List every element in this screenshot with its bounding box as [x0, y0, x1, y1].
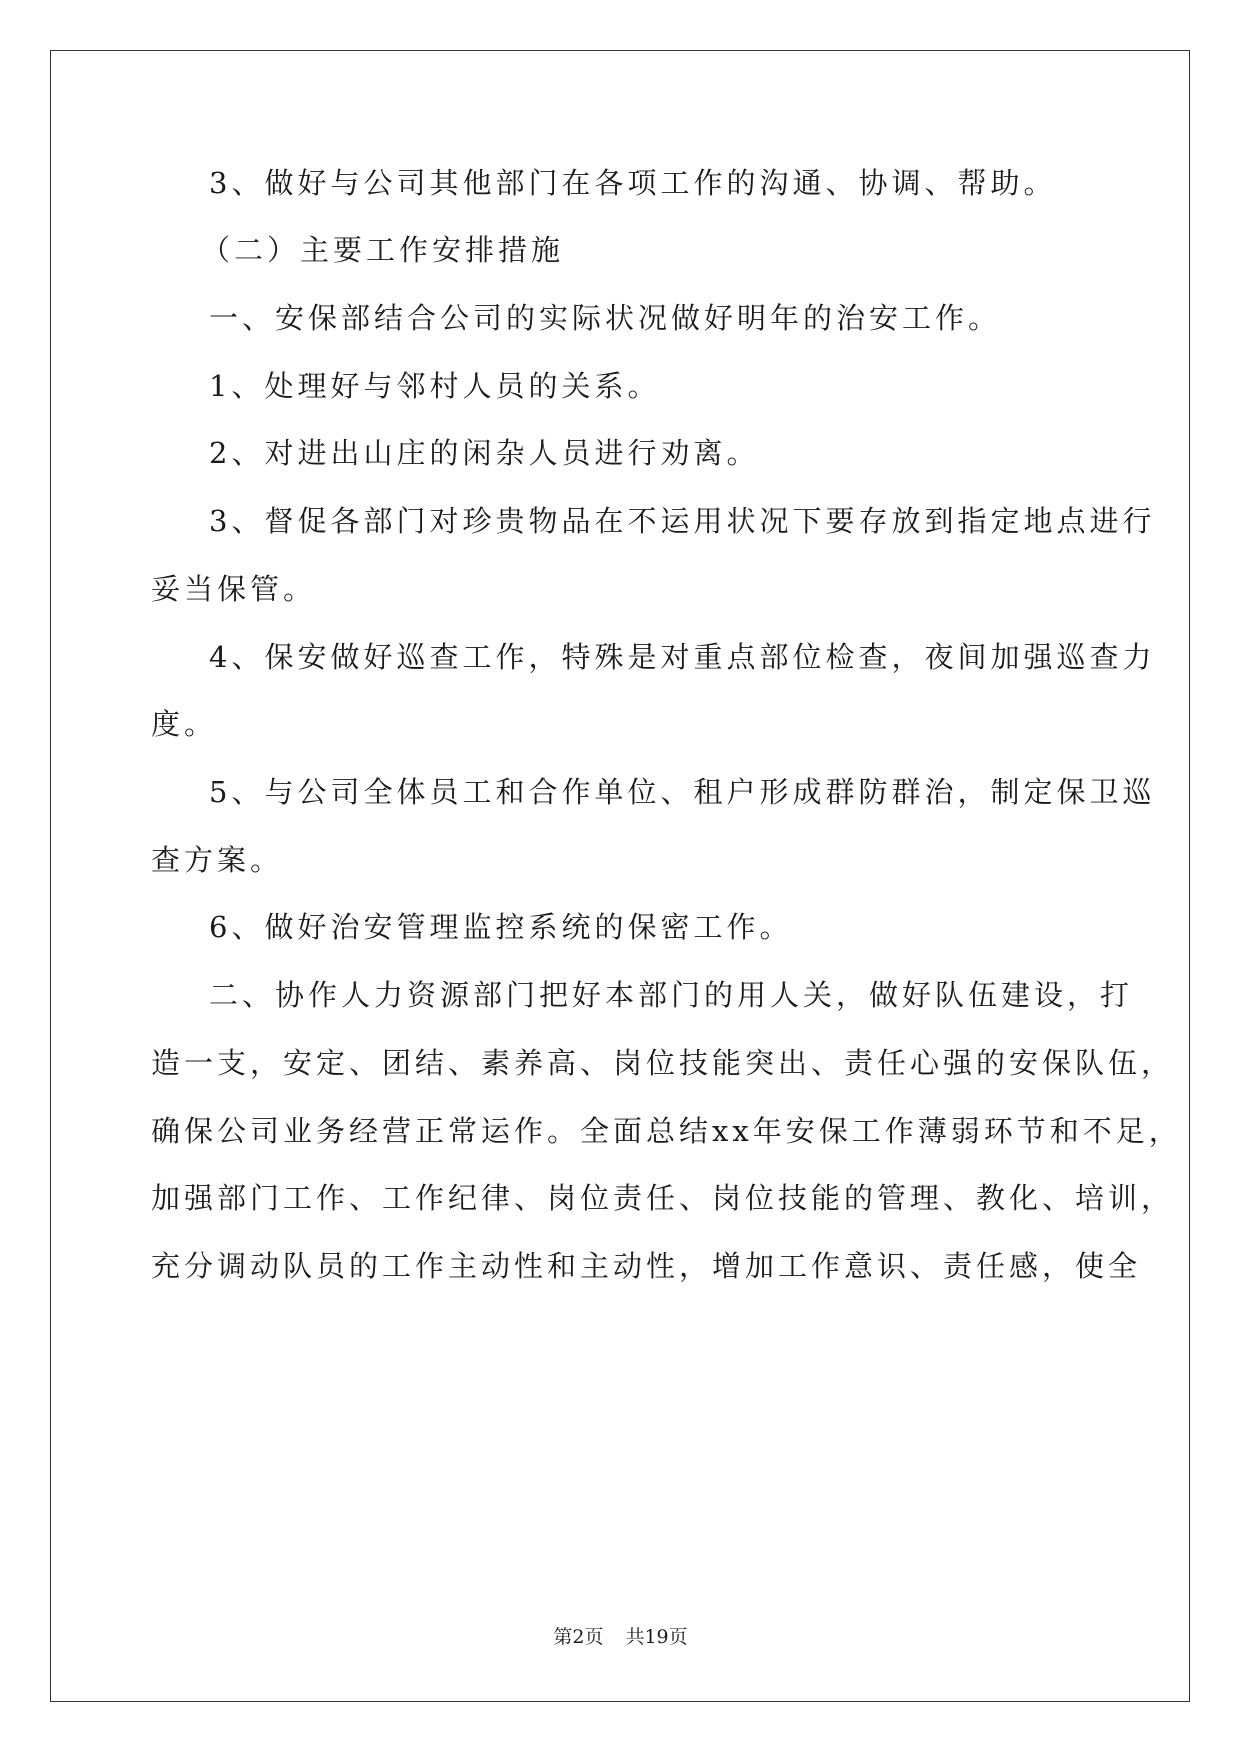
paragraph-line: 查方案。	[151, 843, 284, 877]
page-total: 共19页	[625, 1626, 688, 1648]
paragraph-line: 充分调动队员的工作主动性和主动性，增加工作意识、责任感，使全	[151, 1249, 1142, 1283]
paragraph-line: 5、与公司全体员工和合作单位、租户形成群防群治，制定保卫巡	[209, 775, 1156, 809]
paragraph-line: 加强部门工作、工作纪律、岗位责任、岗位技能的管理、教化、培训，	[151, 1181, 1175, 1215]
page-number: 第2页	[553, 1626, 604, 1648]
paragraph-line: 一、安保部结合公司的实际状况做好明年的治安工作。	[209, 301, 1002, 335]
paragraph-line: 确保公司业务经营正常运作。全面总结xx年安保工作薄弱环节和不足，	[151, 1114, 1182, 1148]
paragraph-line: 3、督促各部门对珍贵物品在不运用状况下要存放到指定地点进行	[209, 504, 1156, 538]
paragraph-line: 造一支，安定、团结、素养高、岗位技能突出、责任心强的安保队伍，	[151, 1046, 1175, 1080]
paragraph-line: 1、处理好与邻村人员的关系。	[209, 369, 661, 403]
paragraph-line: 2、对进出山庄的闲杂人员进行劝离。	[209, 436, 760, 470]
paragraph-line: 3、做好与公司其他部门在各项工作的沟通、协调、帮助。	[209, 166, 1057, 200]
paragraph-line: 妥当保管。	[151, 572, 317, 606]
paragraph-line: 6、做好治安管理监控系统的保密工作。	[209, 910, 793, 944]
page-footer	[0, 1625, 1241, 1649]
section-heading: （二）主要工作安排措施	[201, 233, 565, 267]
paragraph-line: 度。	[151, 707, 218, 741]
paragraph-line: 二、协作人力资源部门把好本部门的用人关，做好队伍建设，打	[209, 978, 1134, 1012]
paragraph-line: 4、保安做好巡查工作，特殊是对重点部位检查，夜间加强巡查力	[209, 640, 1156, 674]
